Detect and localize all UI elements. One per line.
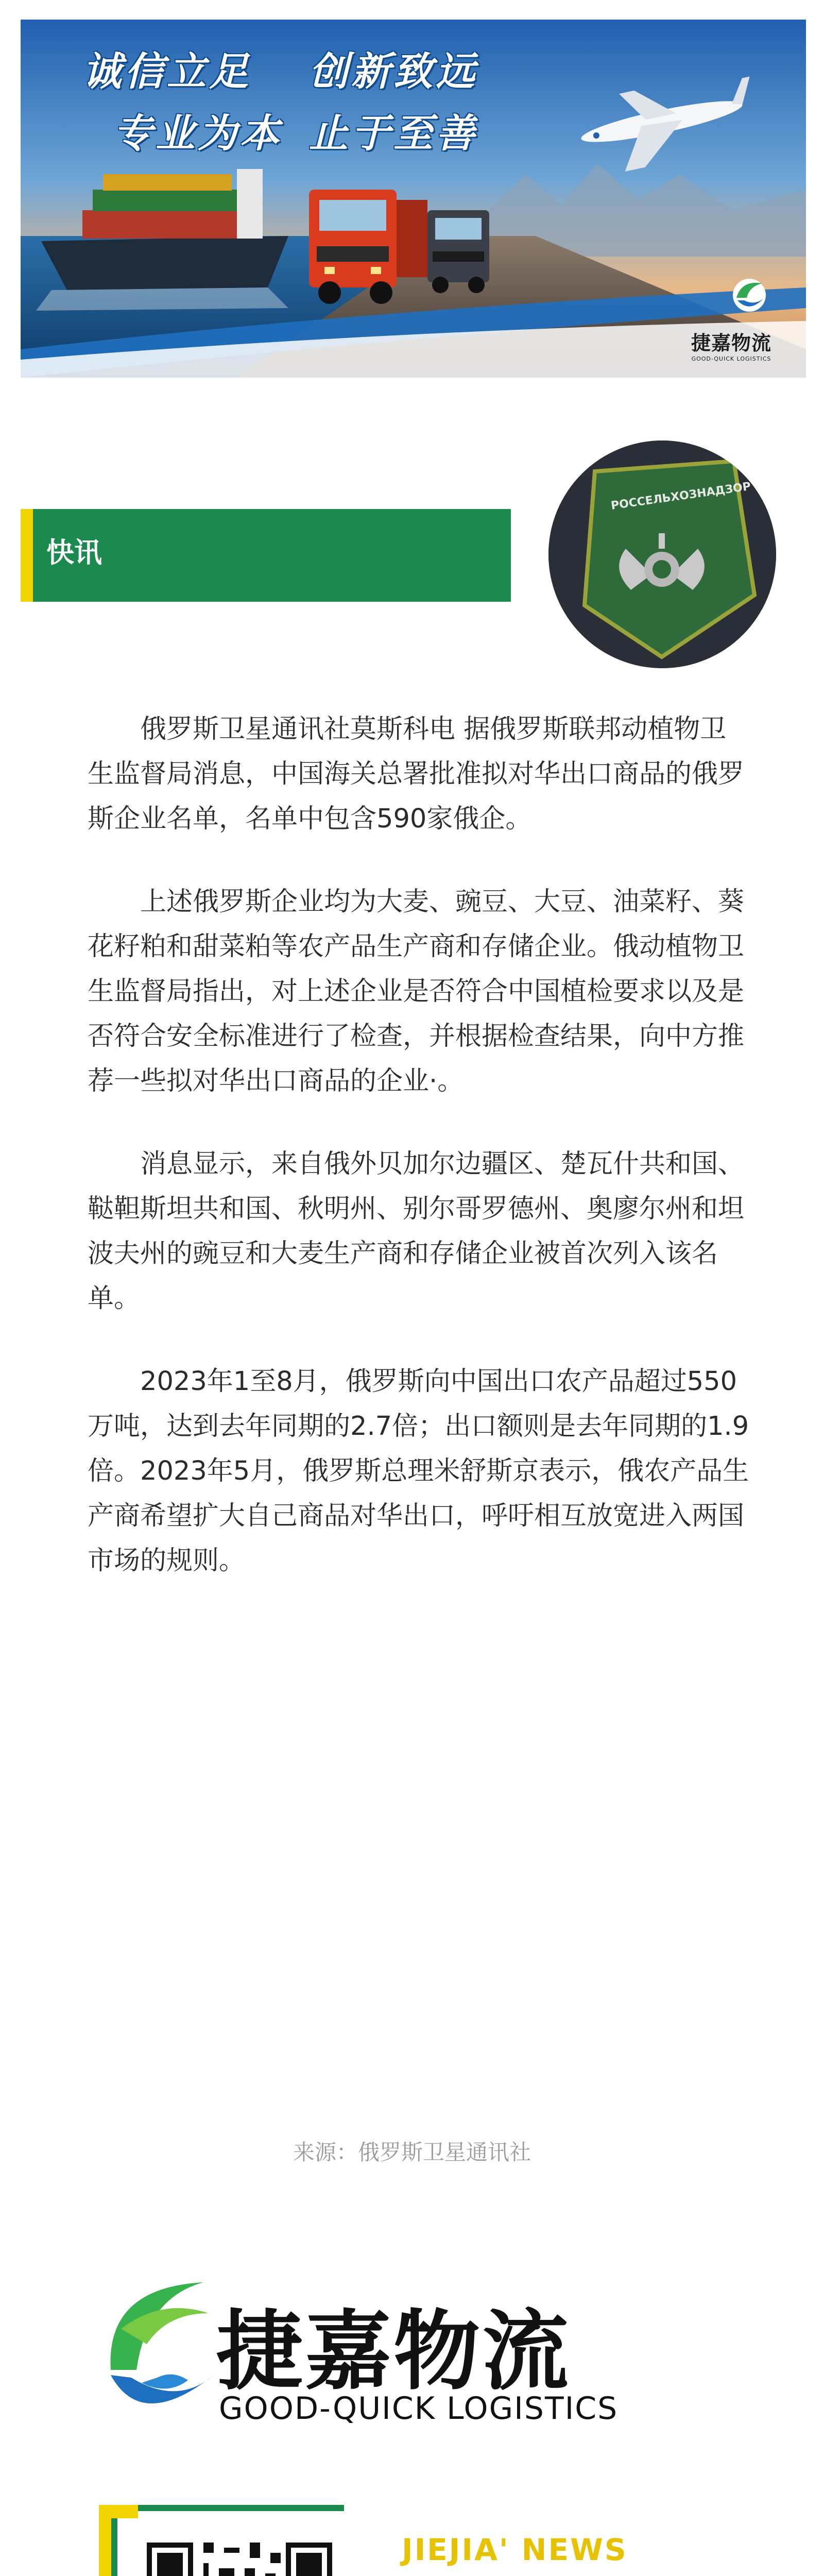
news-brand-title: JIEJIA' NEWS [402,2532,628,2567]
patch-text: РОССЕЛЬХОЗНАДЗОР [610,480,752,513]
banner-brand [682,327,780,362]
article-source: 来源：俄罗斯卫星通讯社 [293,2140,531,2165]
news-photo [548,440,776,668]
section-accent-bar [21,509,33,602]
footer-brand-en: GOOD-QUICK LOGISTICS [219,2391,619,2427]
footer-brand-name: 捷嘉物流 [216,2301,571,2402]
section-title: 快讯 [46,536,102,569]
article-paragraph: 俄罗斯卫星通讯社莫斯科电 据俄罗斯联邦动植物卫生监督局消息，中国海关总署批准拟对华出口商品的俄罗斯企业名单，名单中包含590家俄企。 [88,714,745,834]
truck-icon [427,210,489,293]
hero-banner [21,20,806,378]
slogan-text: 诚信立足 [82,48,251,94]
banner-brand-name: 捷嘉物流 [691,332,771,354]
banner-brand-en: GOOD-QUICK LOGISTICS [691,355,771,362]
qr-frame-accent [99,2505,138,2518]
slogan-text: 创新致远 [309,48,478,94]
qr-code[interactable] [142,2537,337,2576]
article-body [88,707,752,1621]
brand-logo-icon [733,279,766,312]
brand-logo-icon [100,2267,219,2437]
qr-frame-line [111,2518,117,2576]
qr-frame-line [138,2505,344,2511]
article-paragraph: 上述俄罗斯企业均为大麦、豌豆、大豆、油菜籽、葵花籽粕和甜菜粕等农产品生产商和存储企业。俄动植物卫生监督局指出，对上述企业是否符合中国植检要求以及是否符合安全标准进行了检查，并根据检查结果，向中方推荐一些拟对华出口商品的企业·。 [88,887,745,1096]
emblem-patch-icon [548,440,776,668]
slogan-text: 专业为本 [113,110,282,156]
article-paragraph: 2023年1至8月，俄罗斯向中国出口农产品超过550万吨，达到去年同期的2.7倍；出口额则是去年同期的1.9倍。2023年5月，俄罗斯总理米舒斯京表示，俄农产品生产商希望扩大自己商品对华出口，呼吁相互放宽进入两国市场的规则。 [88,1366,749,1576]
article-paragraph: 消息显示，来自俄外贝加尔边疆区、楚瓦什共和国、鞑靼斯坦共和国、秋明州、别尔哥罗德州、奥廖尔州和坦波夫州的豌豆和大麦生产商和存储企业被首次列入该名单。 [88,1149,745,1314]
qr-code-icon [142,2537,337,2576]
slogan-text: 止于至善 [309,110,478,156]
section-header-bar [33,509,511,602]
